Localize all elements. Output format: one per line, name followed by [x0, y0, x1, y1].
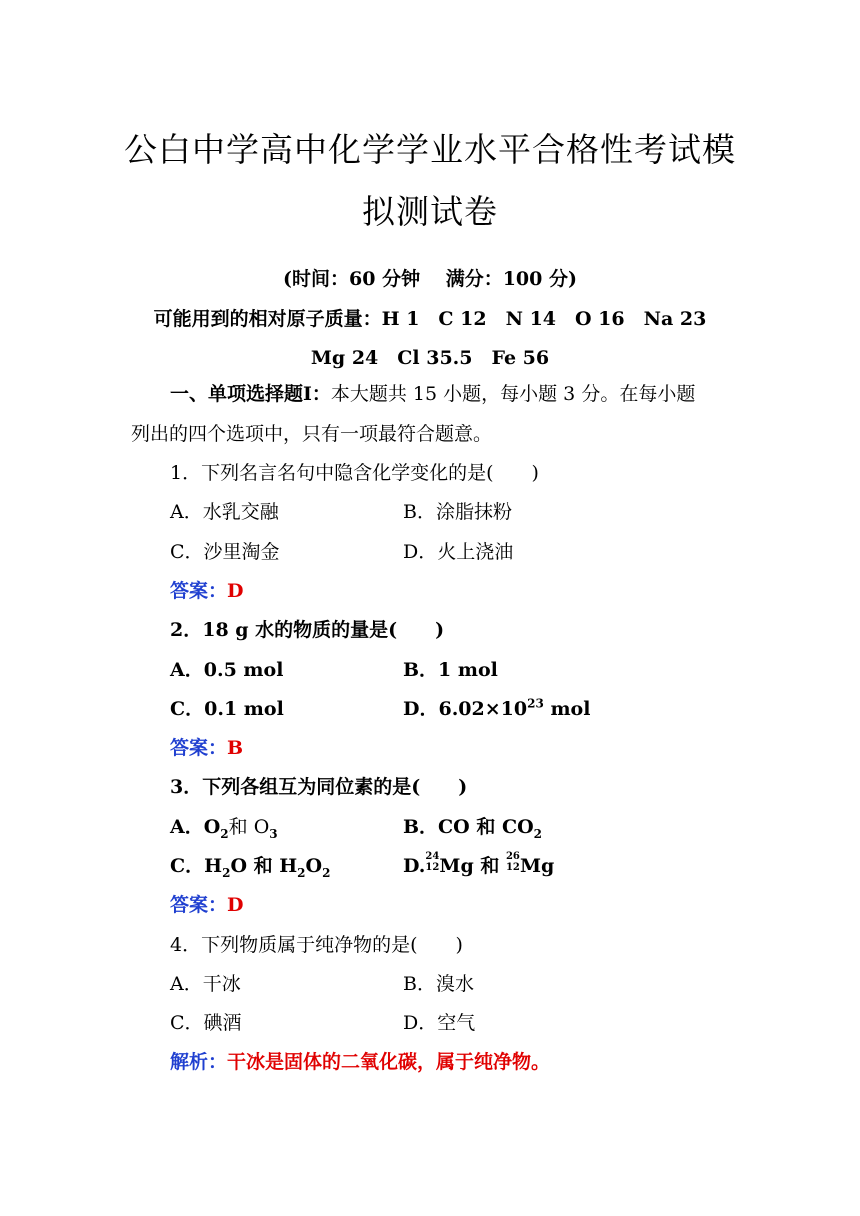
- option-prefix: D.: [403, 855, 426, 877]
- question-4-option-c: C．碘酒: [170, 1012, 242, 1034]
- question-3-answer: [170, 892, 244, 918]
- mass-number: 26: [505, 851, 520, 862]
- formula-subscript: 2: [222, 865, 231, 880]
- answer-label: 答案：: [170, 894, 228, 916]
- question-3-option-b: [403, 814, 542, 840]
- question-3-option-c: [170, 853, 330, 879]
- question-4-option-a: A．干冰: [170, 973, 241, 995]
- formula-part: O 和 H: [230, 855, 298, 877]
- analysis-text: 干冰是固体的二氧化碳，属于纯净物。: [227, 1051, 551, 1073]
- formula-part: A．O: [170, 816, 221, 838]
- option-d-unit: mol: [543, 698, 591, 720]
- question-2-option-a: A．0.5 mol: [170, 659, 284, 681]
- formula-subscript: 2: [322, 865, 331, 880]
- exam-time-info: (时间：60 分钟 满分：100 分): [283, 268, 577, 290]
- question-2-option-d: [403, 696, 590, 722]
- section-title: 一、单项选择题Ⅰ：: [170, 383, 331, 405]
- question-4-option-d: D．空气: [403, 1012, 476, 1034]
- page-title-line2: 拟测试卷: [362, 192, 498, 231]
- question-3-stem: 3．下列各组互为同位素的是( ): [170, 776, 468, 798]
- question-1-option-d: D．火上浇油: [403, 541, 514, 563]
- question-1-stem: 1．下列名言名句中隐含化学变化的是( ): [170, 462, 539, 484]
- question-1-answer: [170, 578, 244, 604]
- element-symbol: Mg: [519, 855, 555, 877]
- answer-label: 答案：: [170, 737, 228, 759]
- question-2-option-b: B．1 mol: [403, 659, 498, 681]
- question-2-option-c: C．0.1 mol: [170, 698, 284, 720]
- option-d-exponent: 23: [527, 696, 544, 711]
- formula-subscript: 2: [533, 826, 542, 841]
- question-3-option-a: [170, 814, 278, 840]
- element-symbol: Mg 和: [439, 855, 506, 877]
- answer-value: D: [227, 580, 244, 602]
- atomic-number: 12: [425, 862, 440, 873]
- question-3-option-d: [403, 853, 554, 879]
- formula-subscript: 3: [269, 826, 278, 841]
- formula-part: C．H: [170, 855, 223, 877]
- atomic-mass-line1: 可能用到的相对原子质量：H 1 C 12 N 14 O 16 Na 23: [153, 308, 707, 330]
- question-2-answer: [170, 735, 243, 761]
- question-2-stem: 2．18 g 水的物质的量是( ): [170, 619, 445, 641]
- isotope-notation: [505, 851, 520, 874]
- option-d-base: D．6.02×10: [403, 698, 528, 720]
- isotope-notation: [425, 851, 440, 874]
- section-heading: [170, 381, 695, 407]
- formula-part: 和 O: [228, 816, 270, 838]
- question-1-option-b: B．涂脂抹粉: [403, 501, 512, 523]
- answer-value: B: [227, 737, 244, 759]
- section-desc1: 本大题共 15 小题，每小题 3 分。在每小题: [330, 383, 696, 405]
- formula-subscript: 2: [297, 865, 306, 880]
- answer-value: D: [227, 894, 244, 916]
- mass-number: 24: [425, 851, 440, 862]
- question-4-stem: 4．下列物质属于纯净物的是( ): [170, 934, 463, 956]
- analysis-label: 解析：: [170, 1051, 228, 1073]
- formula-subscript: 2: [220, 826, 229, 841]
- question-1-option-c: C．沙里淘金: [170, 541, 280, 563]
- answer-label: 答案：: [170, 580, 228, 602]
- atomic-number: 12: [505, 862, 520, 873]
- question-1-option-a: A．水乳交融: [170, 501, 279, 523]
- page-title-line1: 公白中学高中化学学业水平合格性考试模: [124, 130, 736, 169]
- question-4-option-b: B．溴水: [403, 973, 474, 995]
- atomic-mass-line2: Mg 24 Cl 35.5 Fe 56: [310, 347, 550, 369]
- formula-part: B．CO 和 CO: [403, 816, 534, 838]
- section-desc2: 列出的四个选项中，只有一项最符合题意。: [131, 423, 493, 445]
- question-4-analysis: [170, 1049, 550, 1075]
- formula-part: O: [305, 855, 323, 877]
